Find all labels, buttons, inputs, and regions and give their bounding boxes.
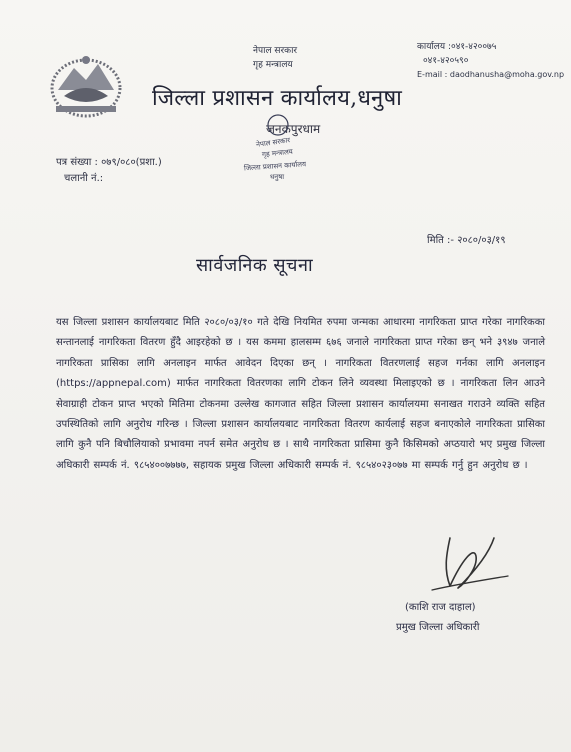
notice-body: यस जिल्ला प्रशासन कार्यालयबाट मिति २०८०/०३/१० गते देखि नियमित रुपमा जन्मका आधारमा नागरिकता प्राप्त गरेका नागरिकका सन्तानलाई नागरिकता वितरण हुँदै आइरहेको छ । यस कममा हालसम्म ६७६ जनाले नागरिकता प्राप्त गरेका छन् भने ३९४७ जनाले नागरिकता प्रासिका लागि अनलाइन मार्फत आवेदन दिएका छन् । नागरिकता वितरणलाई सहज गर्नका लागि अनलाइन (https://appnepal.com) मार्फत नागरिकता वितरणका लागि टोकन लिने व्यवस्था मिलाइएको छ । नागरिकता लिन आउने सेवाग्राही टोकन प्राप्त भएको मितिमा टोकनमा उल्लेख कागजात सहित जिल्ला प्रशासन कार्यालयमा सनाखत गराउने व्यक्ति सहित उपस्थितिको लागि अनुरोध गरिन्छ । जिल्ला प्रशासन कार्यालयबाट नागरिकता वितरण कार्यलाई सहज बनाएकोले नागरिकता प्रासिका लागि कुनै पनि बिचौलियाको प्रभावमा नपर्न समेत अनुरोध छ । साथै नागरिकता प्रासिमा कुनै किसिमको अप्ठयारो भए प्रमुख जिल्ला अधिकारी सम्पर्क नं. ९८५४००७७७७, सहायक प्रमुख जिल्ला अधिकारी सम्पर्क नं. ९८५४०२३०७७ मा सम्पर्क गर्नु हुन अनुरोध छ । xyxy=(56,317,545,471)
govt-label: नेपाल सरकार xyxy=(253,46,298,56)
letter-date: मिति :- २०८०/०३/१९ xyxy=(427,235,506,246)
reference-block xyxy=(56,155,162,187)
office-stamp xyxy=(240,113,332,189)
ministry-label: गृह मन्त्रालय xyxy=(253,60,293,70)
phone-label: कार्यालय :०४१-४२००७५ xyxy=(417,42,497,52)
letter-number: पत्र संख्या : ०७९/०८०(प्रशा.) xyxy=(56,157,162,168)
signature-icon xyxy=(428,530,512,600)
contact-block xyxy=(417,40,564,82)
header-left xyxy=(253,44,297,72)
email-label: E-mail : daodhanusha@moha.gov.np xyxy=(417,70,565,79)
phone-secondary: ०४१-४२०५९० xyxy=(423,56,469,66)
signatory-designation: प्रमुख जिल्ला अधिकारी xyxy=(396,622,480,633)
stamp-line2: गृह मन्त्रालय xyxy=(261,147,294,159)
stamp-line1: नेपाल सरकार xyxy=(255,136,291,149)
nepal-emblem-icon xyxy=(40,50,132,120)
dispatch-number: चलानी नं.: xyxy=(64,173,104,184)
slogan: जनकपुरधाम xyxy=(266,122,321,136)
signatory-name: (काशि राज दाहाल) xyxy=(405,602,476,613)
notice-title: सार्वजनिक सूचना xyxy=(196,255,314,276)
stamp-line3: जिल्ला प्रशासन कार्यालय xyxy=(243,160,307,173)
stamp-line4: धनुषा xyxy=(270,173,285,181)
office-title: जिल्ला प्रशासन कार्यालय,धनुषा xyxy=(152,86,403,111)
